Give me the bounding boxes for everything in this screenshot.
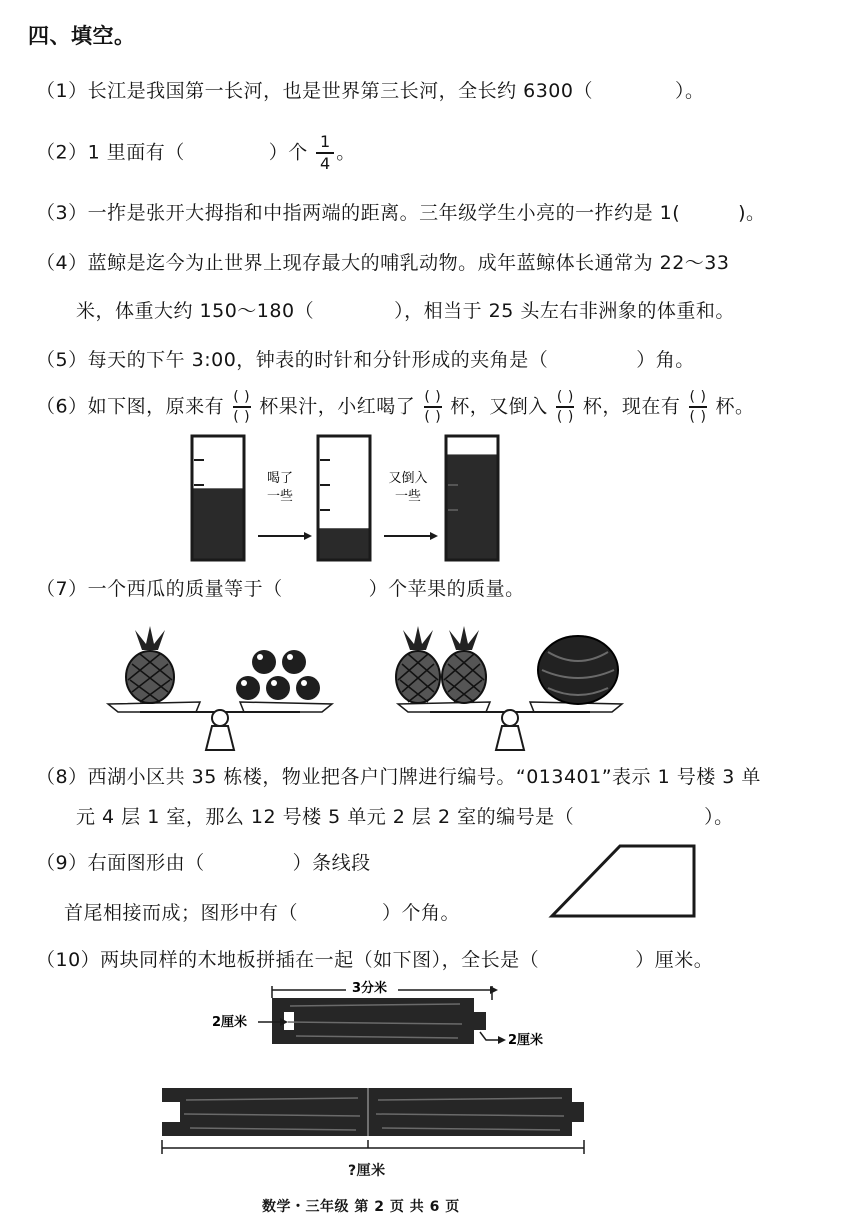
page-footer: 数学・三年级 第 2 页 共 6 页: [262, 1199, 460, 1215]
question-10-text: （10）两块同样的木地板拼插在一起（如下图），全长是（: [36, 949, 540, 971]
question-2-text: （2）1 里面有（: [36, 141, 185, 164]
question-5: [36, 345, 695, 372]
question-5-text: （5）每天的下午 3:00，钟表的时针和分针形成的夹角是（: [36, 349, 549, 371]
question-6: [36, 390, 755, 424]
cup-1: [192, 436, 244, 560]
question-1-text: （1）长江是我国第一长河，也是世界第三长河，全长约 6300（: [36, 80, 593, 102]
fraction-denominator: 4: [319, 154, 331, 173]
pineapple-icon: [442, 626, 486, 703]
question-6-p2: 杯果汁，小红喝了: [259, 395, 416, 418]
cup-1-juice: [194, 488, 243, 558]
question-4-line-2: [76, 296, 735, 323]
question-4-text-b: ），相当于 25 头左右非洲象的体重和。: [394, 300, 735, 322]
question-8-line-1: （8）西湖小区共 35 栋楼，物业把各户门牌进行编号。“013401”表示 1 号楼 3 单: [36, 766, 761, 788]
arrow-2-label-2: 一些: [394, 489, 422, 504]
watermelon-icon: [538, 636, 618, 704]
label-3-decimeter: 3分米: [352, 981, 388, 996]
question-1-close: ）。: [674, 80, 705, 102]
fraction-blank-drank[interactable]: $\frac{( )}{( )}$: [424, 389, 442, 425]
question-2: [36, 134, 356, 172]
wood-board-pair: [162, 1088, 584, 1136]
question-10: [36, 945, 713, 972]
label-2-cm-left: 2厘米: [212, 1015, 248, 1030]
single-board-figure: [200, 976, 560, 1054]
question-7-text: （7）一个西瓜的质量等于（: [36, 578, 283, 600]
question-1: [36, 76, 705, 103]
label-total-length: ?厘米: [348, 1163, 386, 1179]
pineapple-icon: [126, 626, 174, 703]
question-3-text: （3）一拃是张开大拇指和中指两端的距离。三年级学生小亮的一拃约是 1(: [36, 202, 681, 224]
fraction-numerator: 1: [319, 132, 331, 151]
arrow-1-label-2: 一些: [266, 489, 294, 504]
question-6-p1: （6）如下图，原来有: [36, 395, 225, 418]
question-6-p3: 杯，又倒入: [450, 395, 548, 418]
trapezoid-figure: [548, 842, 700, 920]
question-8-line-2: [76, 802, 734, 829]
question-9-line-2: [64, 898, 460, 925]
question-6-p5: 杯。: [715, 395, 755, 418]
scale-left: [108, 626, 332, 750]
question-3-close: )。: [738, 202, 766, 224]
question-9-text-a: （9）右面图形由（: [36, 852, 205, 874]
fraction-one-quarter: [316, 134, 334, 172]
question-4-line-1: （4）蓝鲸是迄今为止世界上现存最大的哺乳动物。成年蓝鲸体长通常为 22～33: [36, 252, 730, 274]
question-2-end: 。: [336, 141, 356, 164]
arrow-2: [384, 471, 438, 540]
balance-scales-figure: [100, 622, 740, 758]
fraction-blank-poured[interactable]: $\frac{( )}{( )}$: [556, 389, 574, 425]
cup-3: [446, 436, 498, 560]
arrow-2-label-1: 又倒入: [388, 471, 428, 486]
cup-2: [318, 436, 370, 560]
question-9-text-c: 首尾相接而成；图形中有（: [64, 902, 299, 924]
fraction-blank-original[interactable]: $\frac{( )}{( )}$: [233, 389, 251, 425]
arrow-1-label-1: 喝了: [266, 471, 294, 486]
scale-right: [396, 626, 622, 750]
question-2-mid: ）个: [268, 141, 308, 164]
question-6-p4: 杯，现在有: [582, 395, 681, 418]
question-7: [36, 574, 525, 601]
arrow-1: [258, 471, 312, 540]
question-7-close: ）个苹果的质量。: [368, 578, 525, 600]
juice-cups-figure: [180, 430, 520, 566]
cup-3-juice: [448, 454, 497, 558]
trapezoid-shape: [552, 846, 694, 916]
fraction-blank-now[interactable]: $\frac{( )}{( )}$: [689, 389, 707, 425]
cup-2-juice: [320, 528, 369, 558]
label-2-cm-right: 2厘米: [508, 1033, 544, 1048]
section-title: 四、填空。: [28, 24, 136, 48]
question-5-close: ）角。: [636, 349, 695, 371]
question-4-text-a: 米，体重大约 150～180（: [76, 300, 315, 322]
question-8-text-b: ）。: [704, 806, 734, 828]
question-9-text-d: ）个角。: [382, 902, 461, 924]
apple-group-icon: [236, 650, 320, 700]
question-8-text-a: 元 4 层 1 室，那么 12 号楼 5 单元 2 层 2 室的编号是（: [76, 806, 575, 828]
question-9-line-1: [36, 848, 371, 875]
pineapple-icon: [396, 626, 440, 703]
question-10-close: ）厘米。: [635, 949, 714, 971]
wood-board: [272, 998, 486, 1044]
question-9-text-b: ）条线段: [292, 852, 371, 874]
question-3: [36, 198, 766, 225]
